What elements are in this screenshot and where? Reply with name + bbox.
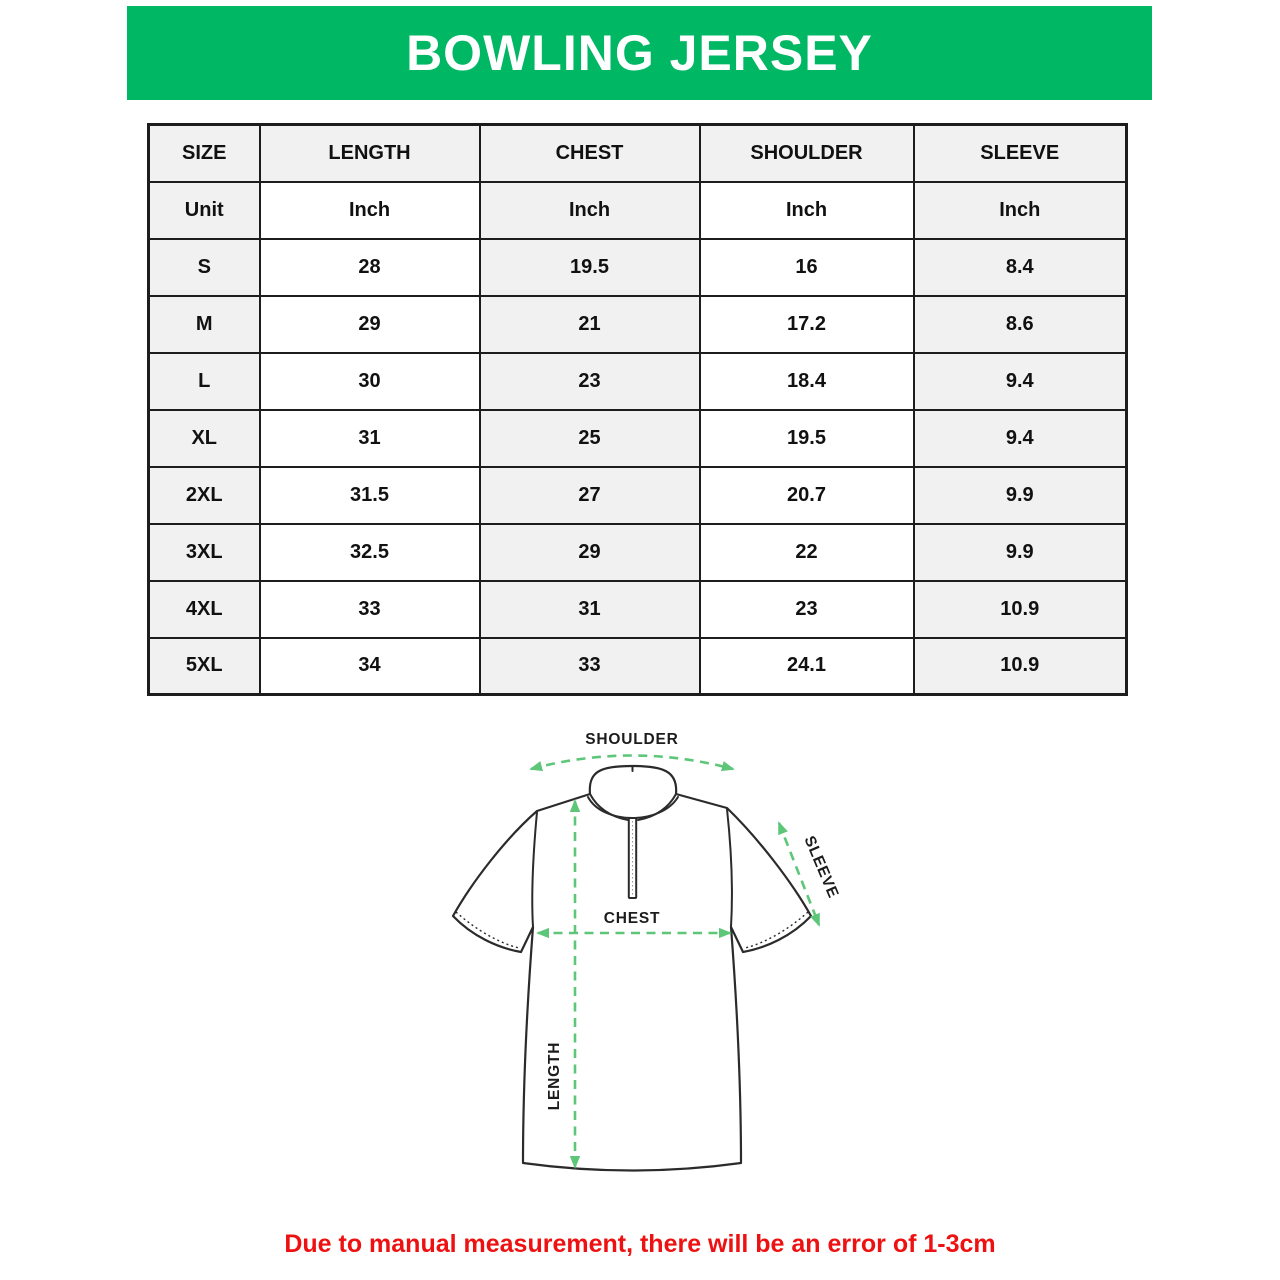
table-row [149,467,1127,524]
col-header-size: SIZE [149,125,260,182]
size-cell: 4XL [149,581,260,638]
sleeve-label: SLEEVE [800,833,842,901]
sleeve-cell: 9.4 [914,410,1127,467]
chest-cell: 29 [480,524,700,581]
size-cell: S [149,239,260,296]
size-cell: 5XL [149,638,260,695]
size-cell: 3XL [149,524,260,581]
chest-cell: 19.5 [480,239,700,296]
sleeve-cell: 10.9 [914,638,1127,695]
unit-label-cell: Unit [149,182,260,239]
unit-row [149,182,1127,239]
title-banner [127,6,1152,100]
shoulder-cell: 18.4 [700,353,914,410]
sleeve-cell: 8.4 [914,239,1127,296]
length-cell: 31.5 [260,467,480,524]
unit-cell: Inch [480,182,700,239]
sleeve-cell: 9.4 [914,353,1127,410]
chest-cell: 25 [480,410,700,467]
table-row [149,524,1127,581]
size-cell: XL [149,410,260,467]
sleeve-cell: 9.9 [914,524,1127,581]
length-cell: 28 [260,239,480,296]
chest-cell: 33 [480,638,700,695]
table-row [149,353,1127,410]
length-cell: 32.5 [260,524,480,581]
length-label: LENGTH [546,1041,563,1111]
shoulder-cell: 17.2 [700,296,914,353]
col-header-length: LENGTH [260,125,480,182]
size-table-container [147,123,1128,696]
col-header-chest: CHEST [480,125,700,182]
length-cell: 34 [260,638,480,695]
jersey-diagram [430,700,860,1230]
shoulder-cell: 24.1 [700,638,914,695]
shoulder-cell: 23 [700,581,914,638]
shoulder-cell: 20.7 [700,467,914,524]
table-row [149,638,1127,695]
shoulder-label: SHOULDER [585,731,679,748]
size-cell: M [149,296,260,353]
length-cell: 33 [260,581,480,638]
shoulder-cell: 16 [700,239,914,296]
length-cell: 30 [260,353,480,410]
chest-cell: 27 [480,467,700,524]
chest-cell: 31 [480,581,700,638]
sleeve-cell: 8.6 [914,296,1127,353]
size-chart-table [147,123,1128,696]
sleeve-cell: 9.9 [914,467,1127,524]
size-cell: 2XL [149,467,260,524]
chest-label: CHEST [603,910,661,927]
page-title: BOWLING JERSEY [406,25,873,81]
table-row [149,581,1127,638]
length-cell: 31 [260,410,480,467]
shoulder-cell: 22 [700,524,914,581]
unit-cell: Inch [914,182,1127,239]
col-header-shoulder: SHOULDER [700,125,914,182]
unit-cell: Inch [700,182,914,239]
chest-cell: 23 [480,353,700,410]
measurement-disclaimer: Due to manual measurement, there will be an error of 1-3cm [284,1230,996,1258]
size-cell: L [149,353,260,410]
col-header-sleeve: SLEEVE [914,125,1127,182]
length-cell: 29 [260,296,480,353]
table-row [149,239,1127,296]
chest-cell: 21 [480,296,700,353]
table-row [149,296,1127,353]
sleeve-cell: 10.9 [914,581,1127,638]
unit-cell: Inch [260,182,480,239]
shoulder-cell: 19.5 [700,410,914,467]
header-row [149,125,1127,182]
table-row [149,410,1127,467]
